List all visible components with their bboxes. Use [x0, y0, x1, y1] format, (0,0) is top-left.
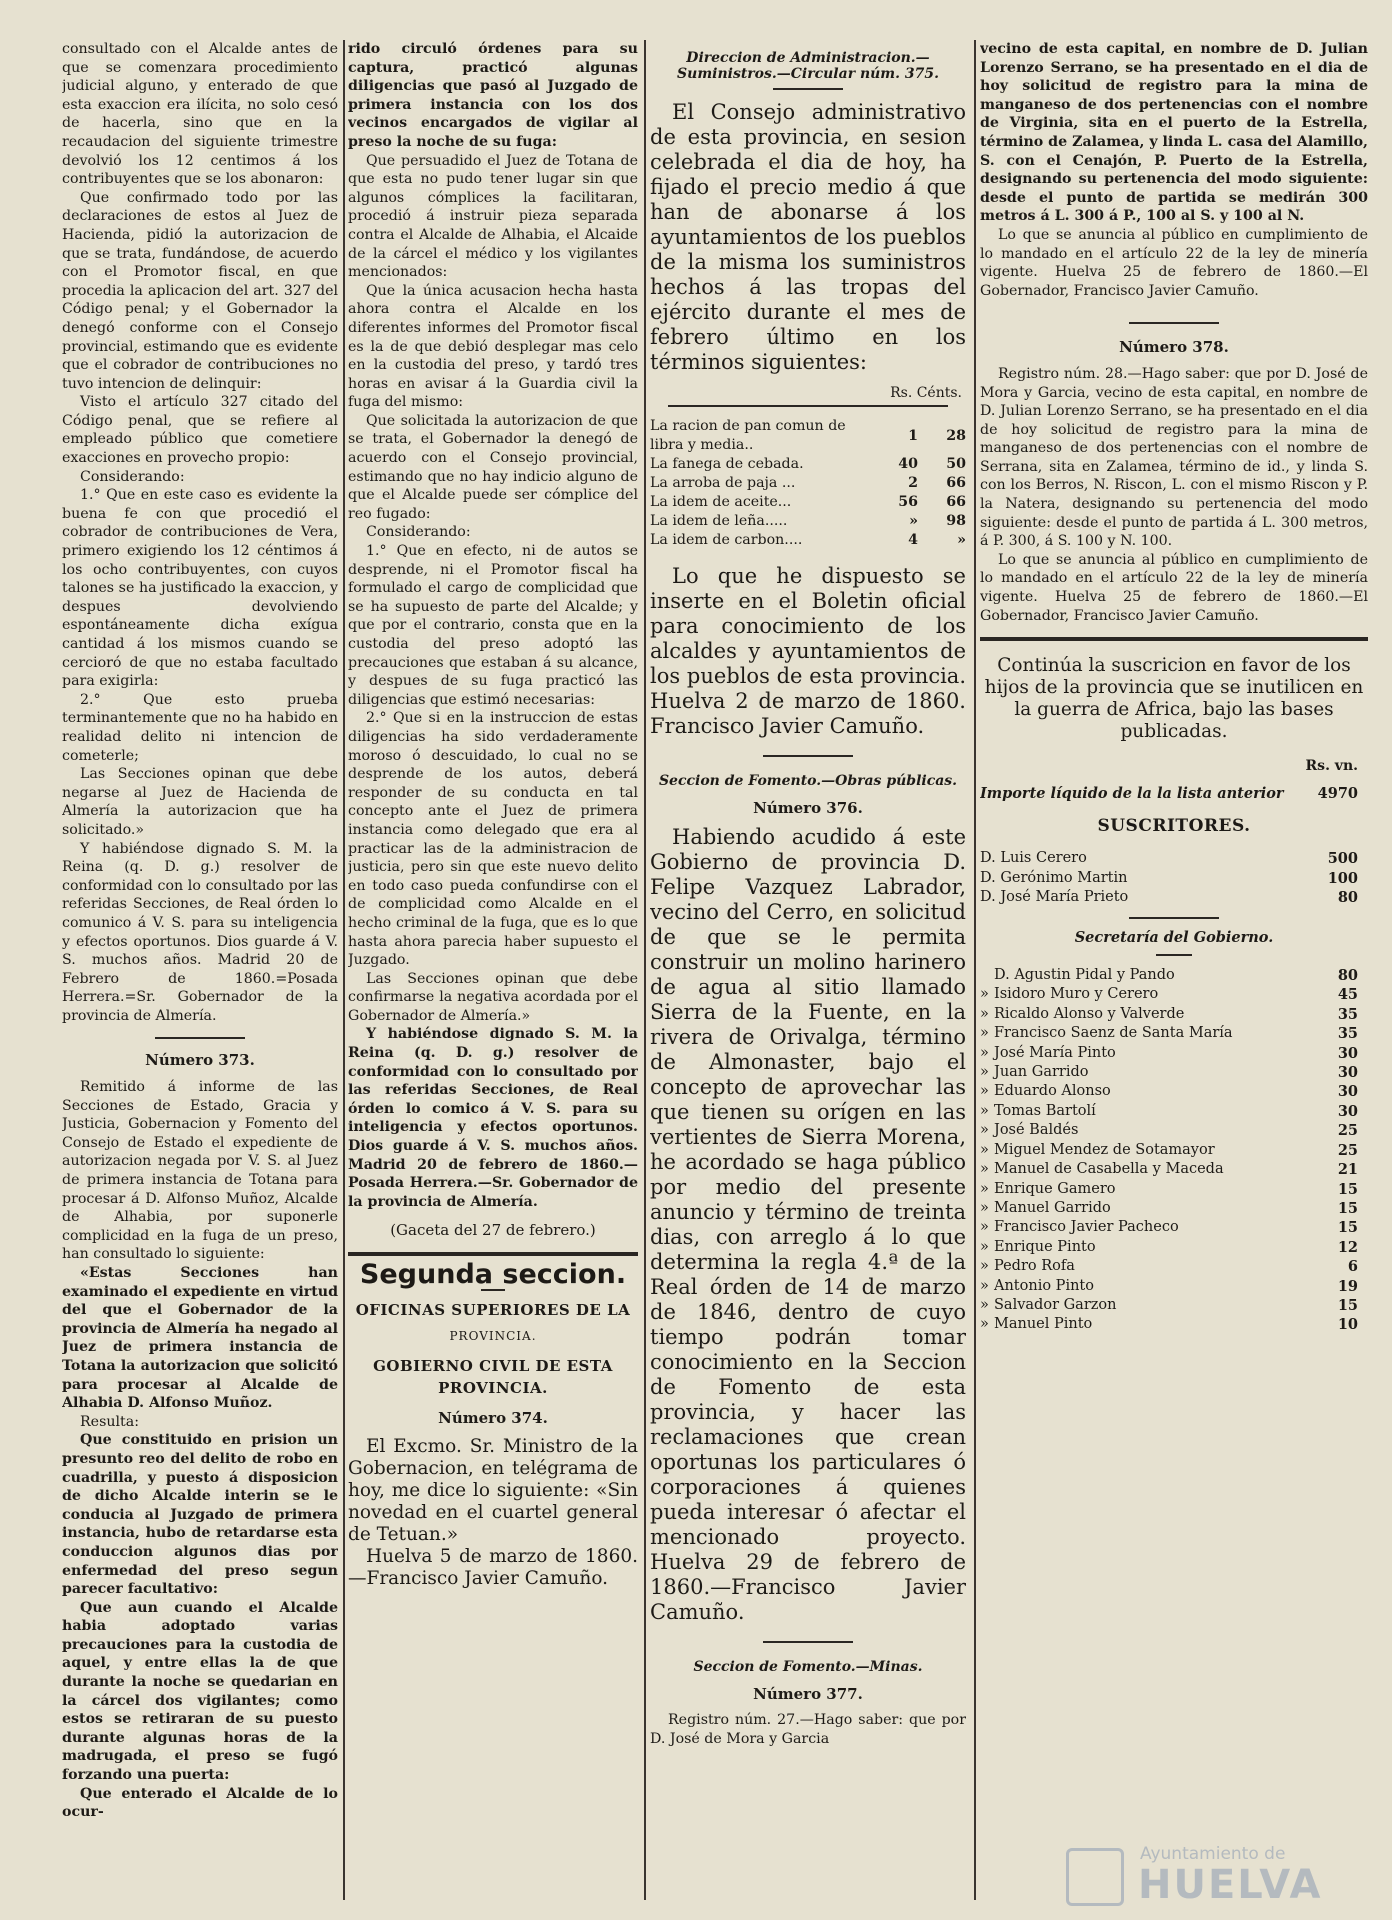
table-row: [650, 474, 966, 493]
paragraph: Y habiéndose dignado S. M. la Reina (q. D. g.) resolver de conformidad con lo consultado por las referidas Secciones, de Real órden lo comico á V. S. para su inteligencia y efectos oportunos. Dios guarde á V. S. muchos años. Madrid 20 de febrero de 1860.—Posada Herrera.—Sr. Gobernador de la provincia de Almería.: [348, 1026, 638, 1210]
subscriber-name: Enrique Gamero: [994, 1180, 1116, 1197]
centimos-value: 50: [946, 456, 966, 472]
subscriber-amount: 100: [1327, 869, 1358, 887]
section-title: Segunda seccion.: [359, 1259, 627, 1290]
item-name: La fanega de cebada.: [650, 456, 804, 472]
item-name: La idem de aceite...: [650, 494, 792, 510]
subscriber-name: Francisco Saenz de Santa María: [994, 1025, 1233, 1042]
list-item: [980, 1121, 1368, 1140]
subscriber-amount: 25: [1337, 1122, 1358, 1140]
ditto-mark: »: [980, 1238, 989, 1255]
paragraph: Y habiéndose dignado S. M. la Reina (q. D. g.) resolver de conformidad con lo consultado por las referidas Secciones, de Real órden lo comunico á V. S. para su inteligencia y efectos oportunos. Dios guarde á V. S. muchos años. Madrid 20 de Febrero de 1860.=Posada Herrera.=Sr. Gobernador de la provincia de Almería.: [62, 840, 338, 1024]
subscriber-amount: 35: [1337, 1025, 1358, 1043]
column-3: [650, 40, 966, 1900]
subscriber-name: Isidoro Muro y Cerero: [994, 986, 1159, 1003]
paragraph: Que enterado el Alcalde de lo ocur-: [62, 1785, 338, 1821]
divider: [773, 88, 843, 90]
subscriber-amount: 500: [1327, 850, 1358, 868]
section-heading: GOBIERNO CIVIL DE ESTA PROVINCIA.: [373, 1357, 613, 1398]
ditto-mark: »: [980, 1296, 989, 1313]
centimos-value: 98: [946, 513, 966, 529]
subscriber-name: Miguel Mendez de Sotamayor: [994, 1141, 1215, 1158]
subscriber-amount: 19: [1337, 1277, 1358, 1295]
subscriber-name: D. Agustin Pidal y Pando: [994, 967, 1175, 984]
table-header: Rs. Cénts.: [890, 385, 962, 401]
article-number: Número 376.: [753, 799, 863, 817]
source-note: (Gaceta del 27 de febrero.): [390, 1221, 596, 1240]
subscribers-heading: SUSCRITORES.: [1097, 816, 1251, 837]
paragraph: Lo que se anuncia al público en cumplimiento de lo mandado en el artículo 22 de la ley de minería vigente. Huelva 25 de febrero de 1860.—El Gobernador, Francisco Javier Camuño.: [980, 226, 1368, 299]
section-divider: [980, 637, 1368, 641]
ditto-mark: »: [980, 1025, 989, 1042]
list-item: [980, 1180, 1368, 1199]
subscriber-name: Pedro Rofa: [994, 1258, 1075, 1275]
list-item: [980, 849, 1368, 868]
ditto-mark: »: [980, 1122, 989, 1139]
table-row: [650, 512, 966, 531]
shield-icon: [1066, 1848, 1124, 1906]
subscriber-amount: 30: [1337, 1102, 1358, 1120]
paragraph: Que confirmado todo por las declaraciones de estos al Juez de Hacienda, pidió la autorizacion de que se trata, fundándose, de acuerdo con el Promotor fiscal, en que procedia la aplicacion del art. 327 del Código penal; y el Gobernador la denegó conforme con el Consejo provincial, estimando que es evidente que el cobrador de contribuciones no tuvo intencion de delinquir:: [62, 189, 338, 392]
subscriber-amount: 45: [1337, 986, 1358, 1004]
reales-value: 1: [908, 427, 918, 444]
list-item: [980, 1296, 1368, 1315]
paragraph: Que persuadido el Juez de Totana de que esta no pudo tener lugar sin que algunos cómplices la facilitaran, procedió á instruir pieza separada contra el Alcalde de Alhabia, el Alcaide de la cárcel el médico y los vigilantes mencionados:: [348, 152, 638, 281]
ditto-mark: »: [980, 1064, 989, 1081]
paragraph: Que solicitada la autorizacion de que se trata, el Gobernador la denegó de acuerdo con el Consejo provincial, estimando que no hay indicio alguno de que el Alcalde puede ser cómplice del reo fugado:: [348, 412, 638, 522]
subscriber-name: Francisco Javier Pacheco: [994, 1219, 1179, 1236]
subscriber-amount: 15: [1337, 1199, 1358, 1217]
list-item: [980, 1005, 1368, 1024]
list-item: [980, 1102, 1368, 1121]
divider: [1129, 917, 1219, 919]
centimos-value: 28: [946, 427, 966, 444]
table-row: [650, 455, 966, 474]
paragraph: Registro núm. 28.—Hago saber: que por D. José de Mora y Garcia, vecino de esta capital, en nombre de D. Julian Lorenzo Serrano, se ha presentado en el dia de hoy solicitud de registro para la mina de manganeso de dos pertenencias con el nombre de Serrana, sita en Zalamea, término de id., y linda S. con los Berros, N. Riscon, L. con el mismo Riscon y P. la Natera, designando su pertenencia del modo siguiente: desde el punto de partida á L. 300 metros, á P. 300, á S. 100 y N. 100.: [980, 365, 1368, 550]
ditto-mark: »: [980, 1083, 989, 1100]
list-item: [980, 1315, 1368, 1334]
subscriber-name: Juan Garrido: [994, 1064, 1089, 1081]
importe-row: [980, 784, 1368, 803]
paragraph: 2.° Que si en la instruccion de estas diligencias ha sido verdaderamente moroso ó descuidado, lo cual no se desprende de los autos, deberá responder de su conducta en tal concepto ante el Juez de primera instancia como delegado que era al practicar las de la administracion de justicia, pero sin que este nuevo delito en todo caso pueda confundirse con el de complicidad como Alcalde en el hecho criminal de la fuga, que es lo que hasta ahora parecia haber supuesto el Juzgado.: [348, 710, 638, 969]
paragraph: Que constituido en prision un presunto reo del delito de robo en cuadrilla, y puesto á disposicion de dicho Alcalde interin se le conducia al Juzgado de primera instancia, hubo de retardarse esta conduccion algunos dias por enfermedad del preso segun parecer facultativo:: [62, 1432, 338, 1598]
list-item: [980, 1257, 1368, 1276]
subscriber-name: Manuel Pinto: [994, 1316, 1093, 1333]
ditto-mark: »: [980, 1141, 989, 1158]
column-rule: [343, 40, 345, 1900]
divider: [668, 405, 948, 407]
section-header: Seccion de Fomento.—Obras públicas.: [658, 773, 958, 789]
subscriber-name: Tomas Bartolí: [994, 1102, 1096, 1119]
article-number: Número 374.: [438, 1409, 548, 1428]
subscriber-amount: 30: [1337, 1064, 1358, 1082]
subscriber-amount: 25: [1337, 1141, 1358, 1159]
subscriber-name: Manuel de Casabella y Maceda: [994, 1161, 1224, 1178]
ditto-mark: [980, 966, 994, 985]
section-header: Secretaría del Gobierno.: [1074, 929, 1274, 947]
ditto-mark: »: [980, 986, 989, 1003]
reales-value: 40: [898, 456, 918, 472]
paragraph: El Consejo administrativo de esta provincia, en sesion celebrada el dia de hoy, ha fijado el precio medio á que han de abonarse á los ayuntamientos de los pueblos de la misma los suministros hechos á las tropas del ejército durante el mes de febrero último en los términos siguientes:: [650, 100, 966, 374]
paragraph: vecino de esta capital, en nombre de D. Julian Lorenzo Serrano, se ha presentado en el dia de hoy solicitud de registro para la mina de manganeso de dos pertenencias con el nombre de Virginia, sita en el puerto de la Estrella, término de Zalamea, y linda L. casa del Alamillo, S. con el Cenajón, P. Puerto de la Estrella, designando su pertenencia del modo siguiente: desde el punto de partida se medirán 300 metros á L. 300 á P., 100 al S. y 100 al N.: [980, 41, 1368, 225]
subscriber-amount: 21: [1337, 1161, 1358, 1179]
subscriber-name: Antonio Pinto: [994, 1277, 1094, 1294]
list-item: [980, 1044, 1368, 1063]
subscriber-amount: 12: [1337, 1238, 1358, 1256]
subscriber-amount: 6: [1347, 1258, 1358, 1276]
column-2: [348, 40, 638, 1900]
paragraph: Las Secciones opinan que debe confirmarse la negativa acordada por el Gobernador de Almería.»: [348, 970, 638, 1024]
reales-value: 2: [908, 475, 918, 491]
paragraph: Las Secciones opinan que debe negarse al Juez de Hacienda de Almería la autorizacion que ha solicitado.»: [62, 766, 338, 838]
subscriber-name: José María Pinto: [994, 1044, 1116, 1061]
subscriber-name: D. Luis Cerero: [980, 850, 1087, 867]
divider: [1156, 954, 1192, 956]
table-row: [650, 531, 966, 550]
importe-label: Importe líquido de la la lista anterior: [980, 784, 1284, 802]
centimos-value: 66: [946, 494, 966, 510]
importe-value: 4970: [1317, 784, 1358, 802]
subscriber-amount: 30: [1337, 1044, 1358, 1062]
subscriber-name: D. Gerónimo Martin: [980, 869, 1128, 886]
centimos-value: »: [957, 532, 966, 548]
subscriber-name: Salvador Garzon: [994, 1296, 1117, 1313]
column-rule: [644, 40, 646, 1900]
divider: [1129, 322, 1219, 324]
section-header: Seccion de Fomento.—Minas.: [693, 1659, 923, 1675]
item-name: La idem de leña.....: [650, 513, 788, 529]
watermark-title: HUELVA: [1138, 1862, 1323, 1908]
subscribers-table: [980, 849, 1368, 907]
article-number: Número 378.: [1119, 338, 1229, 357]
subscriber-amount: 35: [1337, 1005, 1358, 1023]
item-name: La arroba de paja ...: [650, 475, 796, 491]
ditto-mark: »: [980, 1044, 989, 1061]
paragraph: Habiendo acudido á este Gobierno de provincia D. Felipe Vazquez Labrador, vecino del Cerro, en solicitud de que se le permita construir un molino harinero de agua al sitio llamado Sierra de la Fuente, en la rivera de Orivalga, término de Almonaster, bajo el concepto de aprovechar las que tienen su orígen en las vertientes de Sierra Morena, he acordado se haga público por medio del presente anuncio y término de treinta dias, con arreglo á lo que determina la regla 4.ª de la Real órden de 14 de marzo de 1846, dentro de cuyo tiempo podrán tomar conocimiento en la Seccion de Fomento de esta provincia, y hacer las reclamaciones que crean oportunas los particulares ó corporaciones á quienes pueda interesar ó afectar el mencionado proyecto. Huelva 29 de febrero de 1860.—Francisco Javier Camuño.: [650, 825, 966, 1624]
section-divider: [348, 1252, 638, 1256]
column-unit: Rs. vn.: [1305, 758, 1358, 775]
paragraph: Lo que he dispuesto se inserte en el Boletin oficial para conocimiento de los alcaldes y ayuntamientos de los pueblos de esta provincia. Huelva 2 de marzo de 1860. Francisco Javier Camuño.: [650, 564, 966, 738]
divider: [763, 755, 853, 757]
paragraph: Remitido á informe de las Secciones de Estado, Gracia y Justicia, Gobernacion y Fomento del Consejo de Estado el expediente de autorizacion negada por V. S. al Juez de primera instancia de Totana para procesar á D. Alfonso Muñoz, Alcalde de Alhabia, por suponerle complicidad en la fuga de un preso, han consultado lo siguiente:: [62, 1079, 338, 1263]
divider: [763, 1641, 853, 1643]
ditto-mark: »: [980, 1316, 989, 1333]
supplies-table: [650, 417, 966, 550]
section-heading: PROVINCIA.: [449, 1328, 537, 1343]
paragraph: 1.° Que en efecto, ni de autos se desprende, ni el Promotor fiscal ha formulado el cargo de complicidad que se ha supuesto de parte del Alcalde; y que por el contrario, consta que en la custodia del preso adoptó las precauciones que estaban á su alcance, y despues de su fuga practicó las diligencias que estimó necesarias:: [348, 543, 638, 708]
ditto-mark: »: [980, 1180, 989, 1197]
subscriber-amount: 10: [1337, 1316, 1358, 1334]
list-item: [980, 1238, 1368, 1257]
paragraph: Que aun cuando el Alcalde habia adoptado varias precauciones para la custodia de aquel, y entre ellas la de que durante la noche se quedarian en la cárcel dos vigilantes; como estos se retiraran de su puesto durante algunas horas de la madrugada, el preso se fugó forzando una puerta:: [62, 1599, 338, 1784]
list-item: [980, 1199, 1368, 1218]
list-item: [980, 869, 1368, 888]
item-name: La idem de carbon....: [650, 532, 803, 548]
table-row: [650, 417, 966, 455]
list-item: [980, 966, 1368, 985]
subscriber-amount: 15: [1337, 1219, 1358, 1237]
subscriber-name: Enrique Pinto: [994, 1238, 1096, 1255]
divider: [155, 1037, 245, 1039]
subscriber-name: José Baldés: [994, 1122, 1079, 1139]
ditto-mark: »: [980, 1258, 989, 1275]
ditto-mark: »: [980, 1219, 989, 1236]
ditto-mark: »: [980, 1005, 989, 1022]
ditto-mark: »: [980, 1199, 989, 1216]
paragraph: Considerando:: [366, 524, 471, 541]
list-item: [980, 1024, 1368, 1043]
subscriber-amount: 15: [1337, 1180, 1358, 1198]
section-heading: OFICINAS SUPERIORES DE LA: [355, 1300, 631, 1319]
secretaria-table: [980, 966, 1368, 1335]
table-row: [650, 493, 966, 512]
watermark-text: Ayuntamiento de: [1140, 1844, 1286, 1864]
watermark-logo: [1066, 1842, 1366, 1912]
paragraph: «Estas Secciones han examinado el expediente en virtud del que el Gobernador de la provincia de Almería ha negado al Juez de primera instancia de Totana la autorizacion que solicitó para procesar al Alcalde de Alhabia D. Alfonso Muñoz.: [62, 1265, 338, 1412]
subscriber-amount: 30: [1337, 1083, 1358, 1101]
paragraph: Resulta:: [80, 1413, 139, 1430]
list-item: [980, 1082, 1368, 1101]
list-item: [980, 1160, 1368, 1179]
column-1: [62, 40, 338, 1900]
list-item: [980, 1277, 1368, 1296]
paragraph: 2.° Que esto prueba terminantemente que no ha habido en realidad delito ni intencion de cometerle;: [62, 691, 338, 764]
subscriber-name: D. José María Prieto: [980, 889, 1129, 906]
article-number: Número 373.: [145, 1051, 255, 1070]
list-item: [980, 1063, 1368, 1082]
subscriber-name: Ricaldo Alonso y Valverde: [994, 1005, 1185, 1022]
ditto-mark: »: [980, 1102, 989, 1119]
column-4: [980, 40, 1368, 1900]
reales-value: 4: [908, 532, 918, 548]
list-item: [980, 888, 1368, 907]
paragraph: Considerando:: [80, 468, 185, 485]
paragraph: rido circuló órdenes para su captura, practicó algunas diligencias que pasó al Juzgado de primera instancia con los dos vecinos encargados de vigilar al preso la noche de su fuga:: [348, 41, 638, 150]
subscriber-amount: 80: [1337, 967, 1358, 985]
paragraph: Lo que se anuncia al público en cumplimiento de lo mandado en el artículo 22 de la ley de minería vigente. Huelva 25 de febrero de 1860.—El Gobernador, Francisco Javier Camuño.: [980, 551, 1368, 624]
reales-value: »: [909, 513, 918, 529]
list-item: [980, 1141, 1368, 1160]
centimos-value: 66: [946, 475, 966, 491]
paragraph: El Excmo. Sr. Ministro de la Gobernacion, en telégrama de hoy, me dice lo siguiente: «Sin novedad en el cuartel general de Tetuan.»: [348, 1435, 638, 1545]
list-item: [980, 985, 1368, 1004]
reales-value: 56: [898, 494, 918, 510]
section-header: Direccion de Administracion.—Suministros.—Circular núm. 375.: [677, 50, 939, 82]
article-number: Número 377.: [753, 1685, 863, 1703]
paragraph: 1.° Que en este caso es evidente la buena fe con que procedió el cobrador de contribuciones de Vera, primero exigiendo los 12 céntimos á los ocho contribuyentes, con cuyos talones se ha justificado la exaccion, y despues devolviendo espontáneamente dicha exígua cantidad á los mismos cuando se cercioró de que no estaba facultado para exigirla:: [62, 487, 338, 690]
subscriber-name: Eduardo Alonso: [994, 1083, 1111, 1100]
paragraph: Continúa la suscricion en favor de los hijos de la provincia que se inutilicen en la guerra de Africa, bajo las bases publicadas.: [984, 655, 1364, 743]
ditto-mark: »: [980, 1161, 989, 1178]
paragraph: Huelva 5 de marzo de 1860.—Francisco Javier Camuño.: [348, 1545, 638, 1589]
subscriber-amount: 15: [1337, 1296, 1358, 1314]
subscriber-name: Manuel Garrido: [994, 1199, 1111, 1216]
ditto-mark: »: [980, 1277, 989, 1294]
column-rule: [974, 40, 976, 1900]
paragraph: Visto el artículo 327 citado del Código penal, que se refiere al empleado público que cometiere exacciones en provecho propio:: [62, 394, 338, 467]
paragraph: Que la única acusacion hecha hasta ahora contra el Alcalde en los diferentes informes del Promotor fiscal es la de que debió desplegar mas celo en la custodia del preso, y tardó tres horas en avisar á la Guardia civil la fuga del mismo:: [348, 282, 638, 411]
item-name: La racion de pan comun de libra y media..: [650, 418, 846, 453]
list-item: [980, 1218, 1368, 1237]
subscriber-amount: 80: [1337, 889, 1358, 907]
paragraph: consultado con el Alcalde antes de que se comenzara procedimiento judicial alguno, y enterado de que esta exaccion era ilícita, no solo cesó de hacerla, sino que en la recaudacion del siguiente trimestre devolvió los 12 centimos á los contribuyentes que se los abonaron:: [62, 41, 338, 188]
paragraph: Registro núm. 27.—Hago saber: que por D. José de Mora y Garcia: [650, 1712, 966, 1747]
